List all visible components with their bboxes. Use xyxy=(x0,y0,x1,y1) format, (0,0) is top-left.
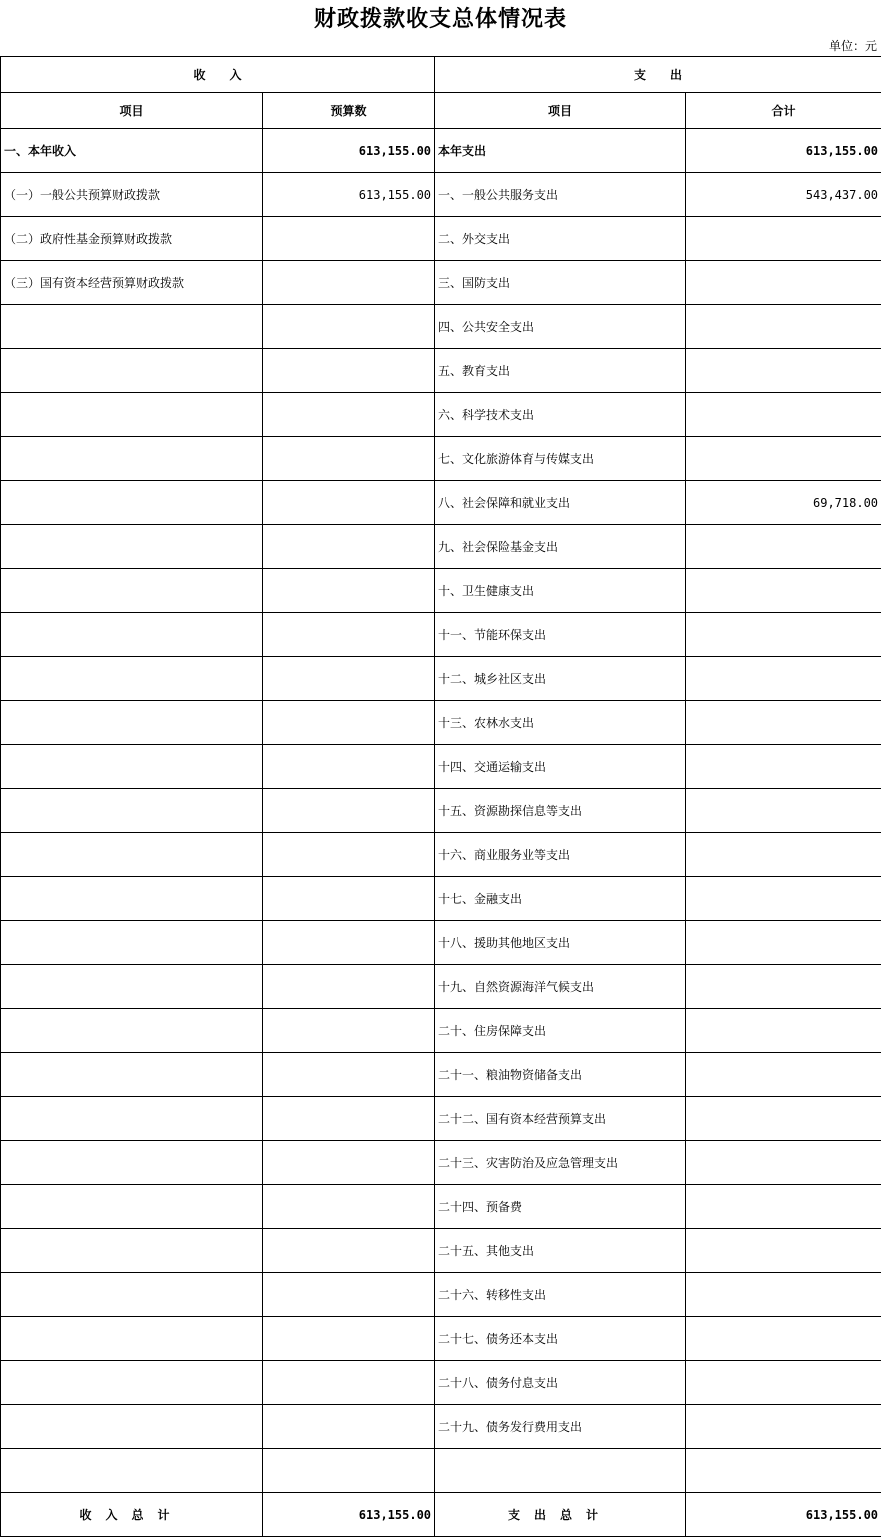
table-row xyxy=(1,1009,881,1053)
table-row xyxy=(1,789,881,833)
expense-value-cell xyxy=(686,877,881,921)
expense-item-cell: 二十二、国有资本经营预算支出 xyxy=(435,1097,686,1141)
income-value-cell xyxy=(263,1053,435,1097)
expense-item-cell: 一、一般公共服务支出 xyxy=(435,173,686,217)
table-row xyxy=(1,745,881,789)
table-row xyxy=(1,481,881,525)
expense-item-cell: 八、社会保障和就业支出 xyxy=(435,481,686,525)
income-item-cell: 一、本年收入 xyxy=(1,129,263,173)
expense-item-cell: 十六、商业服务业等支出 xyxy=(435,833,686,877)
income-item-cell xyxy=(1,921,263,965)
expense-value-cell xyxy=(686,393,881,437)
expense-item-cell: 二十五、其他支出 xyxy=(435,1229,686,1273)
expense-item-cell: 十八、援助其他地区支出 xyxy=(435,921,686,965)
income-value-cell xyxy=(263,525,435,569)
table-row xyxy=(1,217,881,261)
expense-value-cell xyxy=(686,1273,881,1317)
income-value-cell xyxy=(263,1449,435,1493)
expense-value-cell xyxy=(686,789,881,833)
income-value-cell xyxy=(263,217,435,261)
income-value-cell xyxy=(263,789,435,833)
income-item-cell xyxy=(1,657,263,701)
income-section-header: 收 入 xyxy=(1,57,435,93)
table-row xyxy=(1,1141,881,1185)
expense-item-cell: 二、外交支出 xyxy=(435,217,686,261)
expense-value-cell xyxy=(686,1053,881,1097)
income-value-cell xyxy=(263,261,435,305)
expense-value-cell xyxy=(686,921,881,965)
income-value-cell xyxy=(263,745,435,789)
table-row xyxy=(1,1317,881,1361)
expense-value-cell xyxy=(686,1185,881,1229)
expense-item-cell: 十一、节能环保支出 xyxy=(435,613,686,657)
income-item-cell xyxy=(1,1185,263,1229)
table-row xyxy=(1,1405,881,1449)
income-item-cell xyxy=(1,613,263,657)
table-row xyxy=(1,1229,881,1273)
expense-item-cell: 十五、资源勘探信息等支出 xyxy=(435,789,686,833)
income-value-cell xyxy=(263,481,435,525)
income-item-cell xyxy=(1,525,263,569)
totals-row xyxy=(1,1493,881,1537)
expense-item-cell: 本年支出 xyxy=(435,129,686,173)
table-row xyxy=(1,1053,881,1097)
table-row xyxy=(1,613,881,657)
expense-item-cell: 十九、自然资源海洋气候支出 xyxy=(435,965,686,1009)
income-item-cell xyxy=(1,1053,263,1097)
expense-value-cell xyxy=(686,613,881,657)
expense-item-cell: 十二、城乡社区支出 xyxy=(435,657,686,701)
expense-total-header: 合计 xyxy=(686,93,881,129)
income-item-cell: （二）政府性基金预算财政拨款 xyxy=(1,217,263,261)
table-row xyxy=(1,877,881,921)
expense-value-cell xyxy=(686,1361,881,1405)
expense-value-cell xyxy=(686,701,881,745)
expense-item-cell: 二十九、债务发行费用支出 xyxy=(435,1405,686,1449)
income-item-cell: （三）国有资本经营预算财政拨款 xyxy=(1,261,263,305)
income-item-cell xyxy=(1,393,263,437)
income-item-cell xyxy=(1,1361,263,1405)
expense-value-cell xyxy=(686,657,881,701)
income-item-cell xyxy=(1,877,263,921)
income-item-cell xyxy=(1,437,263,481)
income-value-cell xyxy=(263,921,435,965)
expense-item-cell: 七、文化旅游体育与传媒支出 xyxy=(435,437,686,481)
income-item-cell xyxy=(1,305,263,349)
table-row xyxy=(1,129,881,173)
table-row xyxy=(1,965,881,1009)
expense-value-cell xyxy=(686,1449,881,1493)
column-header-row xyxy=(1,93,881,129)
expense-item-cell: 三、国防支出 xyxy=(435,261,686,305)
income-value-cell xyxy=(263,437,435,481)
section-header-row xyxy=(1,57,881,93)
table-row xyxy=(1,1097,881,1141)
income-item-cell xyxy=(1,965,263,1009)
expense-total-value: 613,155.00 xyxy=(686,1493,881,1537)
income-item-cell: （一）一般公共预算财政拨款 xyxy=(1,173,263,217)
income-value-cell xyxy=(263,701,435,745)
income-item-cell xyxy=(1,745,263,789)
income-value-cell: 613,155.00 xyxy=(263,173,435,217)
income-value-cell xyxy=(263,1361,435,1405)
expense-item-cell: 十七、金融支出 xyxy=(435,877,686,921)
income-item-cell xyxy=(1,1141,263,1185)
expense-value-cell: 69,718.00 xyxy=(686,481,881,525)
income-item-cell xyxy=(1,1273,263,1317)
income-value-cell xyxy=(263,305,435,349)
expense-item-cell xyxy=(435,1449,686,1493)
expense-item-cell: 五、教育支出 xyxy=(435,349,686,393)
income-total-value: 613,155.00 xyxy=(263,1493,435,1537)
expense-item-cell: 九、社会保险基金支出 xyxy=(435,525,686,569)
income-value-cell xyxy=(263,1273,435,1317)
expense-value-cell xyxy=(686,745,881,789)
table-row xyxy=(1,833,881,877)
income-value-cell: 613,155.00 xyxy=(263,129,435,173)
expense-value-cell xyxy=(686,569,881,613)
income-budget-header: 预算数 xyxy=(263,93,435,129)
income-value-cell xyxy=(263,1097,435,1141)
table-row xyxy=(1,1361,881,1405)
expense-value-cell xyxy=(686,349,881,393)
expense-value-cell xyxy=(686,1097,881,1141)
table-row xyxy=(1,349,881,393)
table-row xyxy=(1,921,881,965)
expense-section-header: 支 出 xyxy=(435,57,881,93)
income-item-cell xyxy=(1,1405,263,1449)
table-row xyxy=(1,1449,881,1493)
expense-item-cell: 四、公共安全支出 xyxy=(435,305,686,349)
income-item-cell xyxy=(1,1449,263,1493)
expense-item-cell: 二十六、转移性支出 xyxy=(435,1273,686,1317)
expense-total-label: 支出总计 xyxy=(435,1493,686,1537)
expense-value-cell: 543,437.00 xyxy=(686,173,881,217)
income-value-cell xyxy=(263,1185,435,1229)
income-value-cell xyxy=(263,965,435,1009)
expense-value-cell xyxy=(686,1141,881,1185)
income-item-cell xyxy=(1,1229,263,1273)
income-value-cell xyxy=(263,833,435,877)
table-row xyxy=(1,261,881,305)
income-value-cell xyxy=(263,393,435,437)
table-row xyxy=(1,525,881,569)
expense-value-cell xyxy=(686,1009,881,1053)
expense-value-cell xyxy=(686,1317,881,1361)
expense-item-header: 项目 xyxy=(435,93,686,129)
expense-value-cell xyxy=(686,261,881,305)
expense-item-cell: 二十四、预备费 xyxy=(435,1185,686,1229)
table-row xyxy=(1,657,881,701)
income-item-cell xyxy=(1,569,263,613)
expense-value-cell xyxy=(686,1405,881,1449)
income-item-cell xyxy=(1,701,263,745)
table-row xyxy=(1,437,881,481)
income-value-cell xyxy=(263,349,435,393)
expense-item-cell: 十、卫生健康支出 xyxy=(435,569,686,613)
expense-item-cell: 十四、交通运输支出 xyxy=(435,745,686,789)
income-value-cell xyxy=(263,1229,435,1273)
income-item-cell xyxy=(1,481,263,525)
income-value-cell xyxy=(263,569,435,613)
income-item-cell xyxy=(1,1317,263,1361)
expense-value-cell xyxy=(686,833,881,877)
table-row xyxy=(1,1185,881,1229)
table-row xyxy=(1,569,881,613)
expense-value-cell xyxy=(686,437,881,481)
table-row xyxy=(1,393,881,437)
income-value-cell xyxy=(263,1317,435,1361)
income-value-cell xyxy=(263,657,435,701)
income-item-cell xyxy=(1,789,263,833)
income-item-cell xyxy=(1,349,263,393)
expense-item-cell: 二十一、粮油物资储备支出 xyxy=(435,1053,686,1097)
expense-item-cell: 二十、住房保障支出 xyxy=(435,1009,686,1053)
income-total-label: 收入总计 xyxy=(1,1493,263,1537)
expense-item-cell: 二十三、灾害防治及应急管理支出 xyxy=(435,1141,686,1185)
table-row xyxy=(1,305,881,349)
expense-value-cell xyxy=(686,965,881,1009)
income-value-cell xyxy=(263,877,435,921)
income-value-cell xyxy=(263,1405,435,1449)
expense-item-cell: 六、科学技术支出 xyxy=(435,393,686,437)
expense-item-cell: 十三、农林水支出 xyxy=(435,701,686,745)
table-row xyxy=(1,1273,881,1317)
unit-label: 单位：元 xyxy=(828,39,877,53)
income-item-cell xyxy=(1,1097,263,1141)
expense-value-cell xyxy=(686,217,881,261)
expense-value-cell xyxy=(686,305,881,349)
income-item-cell xyxy=(1,833,263,877)
expense-value-cell xyxy=(686,525,881,569)
expense-value-cell: 613,155.00 xyxy=(686,129,881,173)
income-value-cell xyxy=(263,1141,435,1185)
budget-table xyxy=(0,56,881,1537)
table-row xyxy=(1,173,881,217)
income-value-cell xyxy=(263,613,435,657)
expense-item-cell: 二十七、债务还本支出 xyxy=(435,1317,686,1361)
table-row xyxy=(1,701,881,745)
expense-value-cell xyxy=(686,1229,881,1273)
income-item-cell xyxy=(1,1009,263,1053)
expense-item-cell: 二十八、债务付息支出 xyxy=(435,1361,686,1405)
page-title: 财政拨款收支总体情况表 xyxy=(313,7,567,32)
income-value-cell xyxy=(263,1009,435,1053)
income-item-header: 项目 xyxy=(1,93,263,129)
